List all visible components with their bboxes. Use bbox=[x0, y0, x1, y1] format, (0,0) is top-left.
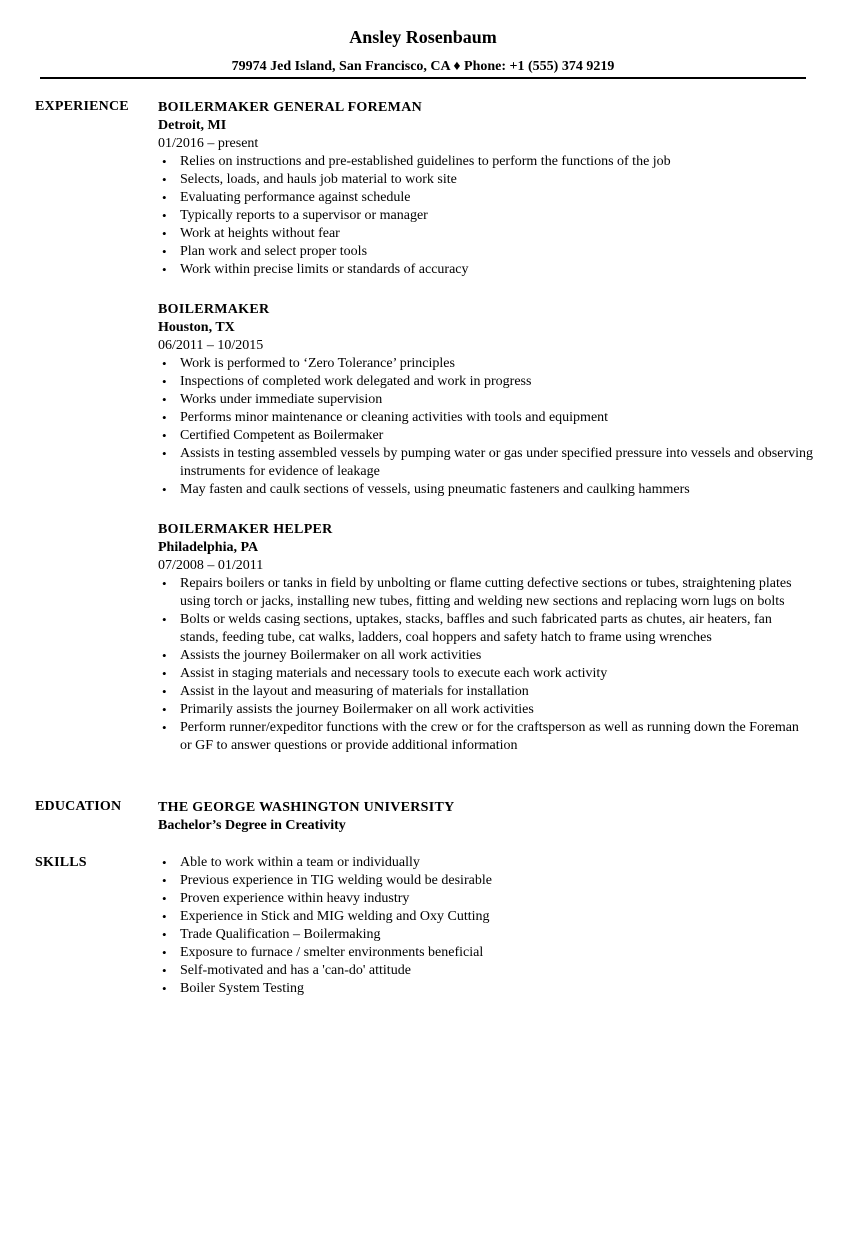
job-bullets bbox=[158, 355, 813, 499]
list-item: • Plan work and select proper tools bbox=[158, 243, 813, 261]
list-item: • Work at heights without fear bbox=[158, 225, 813, 243]
skills-list bbox=[158, 854, 813, 998]
list-item: • Work is performed to ‘Zero Tolerance’ principles bbox=[158, 355, 813, 373]
list-item: • Assist in staging materials and necessary tools to execute each work activity bbox=[158, 665, 813, 683]
contact-line: 79974 Jed Island, San Francisco, CA ♦ Phone: +1 (555) 374 9219 bbox=[231, 59, 615, 74]
list-item: • Able to work within a team or individually bbox=[158, 854, 813, 872]
degree: Bachelor’s Degree in Creativity bbox=[158, 818, 346, 833]
list-item: • Previous experience in TIG welding would be desirable bbox=[158, 872, 813, 890]
job-bullets bbox=[158, 153, 813, 279]
skills-bullets bbox=[158, 854, 813, 998]
list-item: • Assists in testing assembled vessels by pumping water or gas under specified pressure into vessels and observing instruments for evidence of leakage bbox=[158, 445, 813, 481]
list-item: • Evaluating performance against schedule bbox=[158, 189, 813, 207]
list-item: • Assists the journey Boilermaker on all work activities bbox=[158, 647, 813, 665]
list-item: • Works under immediate supervision bbox=[158, 391, 813, 409]
section-label-experience: EXPERIENCE bbox=[35, 99, 129, 114]
list-item: • Bolts or welds casing sections, uptakes, stacks, baffles and such fabricated parts as chutes, air heaters, fan stands, feeding tube, cat walks, ladders, coal hoppers and safety hatch to frame using wrenches bbox=[158, 611, 813, 647]
candidate-name: Ansley Rosenbaum bbox=[349, 27, 497, 47]
job-title: BOILERMAKER HELPER bbox=[158, 522, 333, 537]
list-item: • Boiler System Testing bbox=[158, 980, 813, 998]
list-item: • Experience in Stick and MIG welding and Oxy Cutting bbox=[158, 908, 813, 926]
list-item: • Inspections of completed work delegated and work in progress bbox=[158, 373, 813, 391]
list-item: • Trade Qualification – Boilermaking bbox=[158, 926, 813, 944]
list-item: • Relies on instructions and pre-established guidelines to perform the functions of the job bbox=[158, 153, 813, 171]
job-location: Detroit, MI bbox=[158, 118, 227, 133]
section-label-skills: SKILLS bbox=[35, 855, 87, 870]
list-item: • Primarily assists the journey Boilermaker on all work activities bbox=[158, 701, 813, 719]
job-dates: 07/2008 – 01/2011 bbox=[158, 558, 264, 573]
list-item: • Assist in the layout and measuring of materials for installation bbox=[158, 683, 813, 701]
list-item: • May fasten and caulk sections of vessels, using pneumatic fasteners and caulking hammers bbox=[158, 481, 813, 499]
job-entry bbox=[158, 521, 813, 755]
job-dates: 01/2016 – present bbox=[158, 136, 259, 151]
job-entry bbox=[158, 301, 813, 499]
list-item: • Proven experience within heavy industry bbox=[158, 890, 813, 908]
job-title: BOILERMAKER bbox=[158, 302, 270, 317]
list-item: • Self-motivated and has a 'can-do' attitude bbox=[158, 962, 813, 980]
education-entry bbox=[158, 799, 813, 835]
job-entry bbox=[158, 99, 813, 279]
job-title: BOILERMAKER GENERAL FOREMAN bbox=[158, 100, 423, 115]
job-location: Philadelphia, PA bbox=[158, 540, 259, 555]
header-divider bbox=[40, 77, 806, 79]
school-name: THE GEORGE WASHINGTON UNIVERSITY bbox=[158, 800, 455, 815]
section-label-education: EDUCATION bbox=[35, 799, 122, 814]
list-item: • Perform runner/expeditor functions with the crew or for the craftsperson as well as running down the Foreman or GF to answer questions or provide additional information bbox=[158, 719, 813, 755]
job-bullets bbox=[158, 575, 813, 755]
list-item: • Selects, loads, and hauls job material to work site bbox=[158, 171, 813, 189]
job-location: Houston, TX bbox=[158, 320, 235, 335]
list-item: • Exposure to furnace / smelter environments beneficial bbox=[158, 944, 813, 962]
list-item: • Repairs boilers or tanks in field by unbolting or flame cutting defective sections or tubes, straightening plates using torch or jacks, installing new tubes, fitting and welding new sections and replacing worn lugs on bolts bbox=[158, 575, 813, 611]
list-item: • Performs minor maintenance or cleaning activities with tools and equipment bbox=[158, 409, 813, 427]
list-item: • Work within precise limits or standards of accuracy bbox=[158, 261, 813, 279]
job-dates: 06/2011 – 10/2015 bbox=[158, 338, 264, 353]
list-item: • Typically reports to a supervisor or manager bbox=[158, 207, 813, 225]
list-item: • Certified Competent as Boilermaker bbox=[158, 427, 813, 445]
